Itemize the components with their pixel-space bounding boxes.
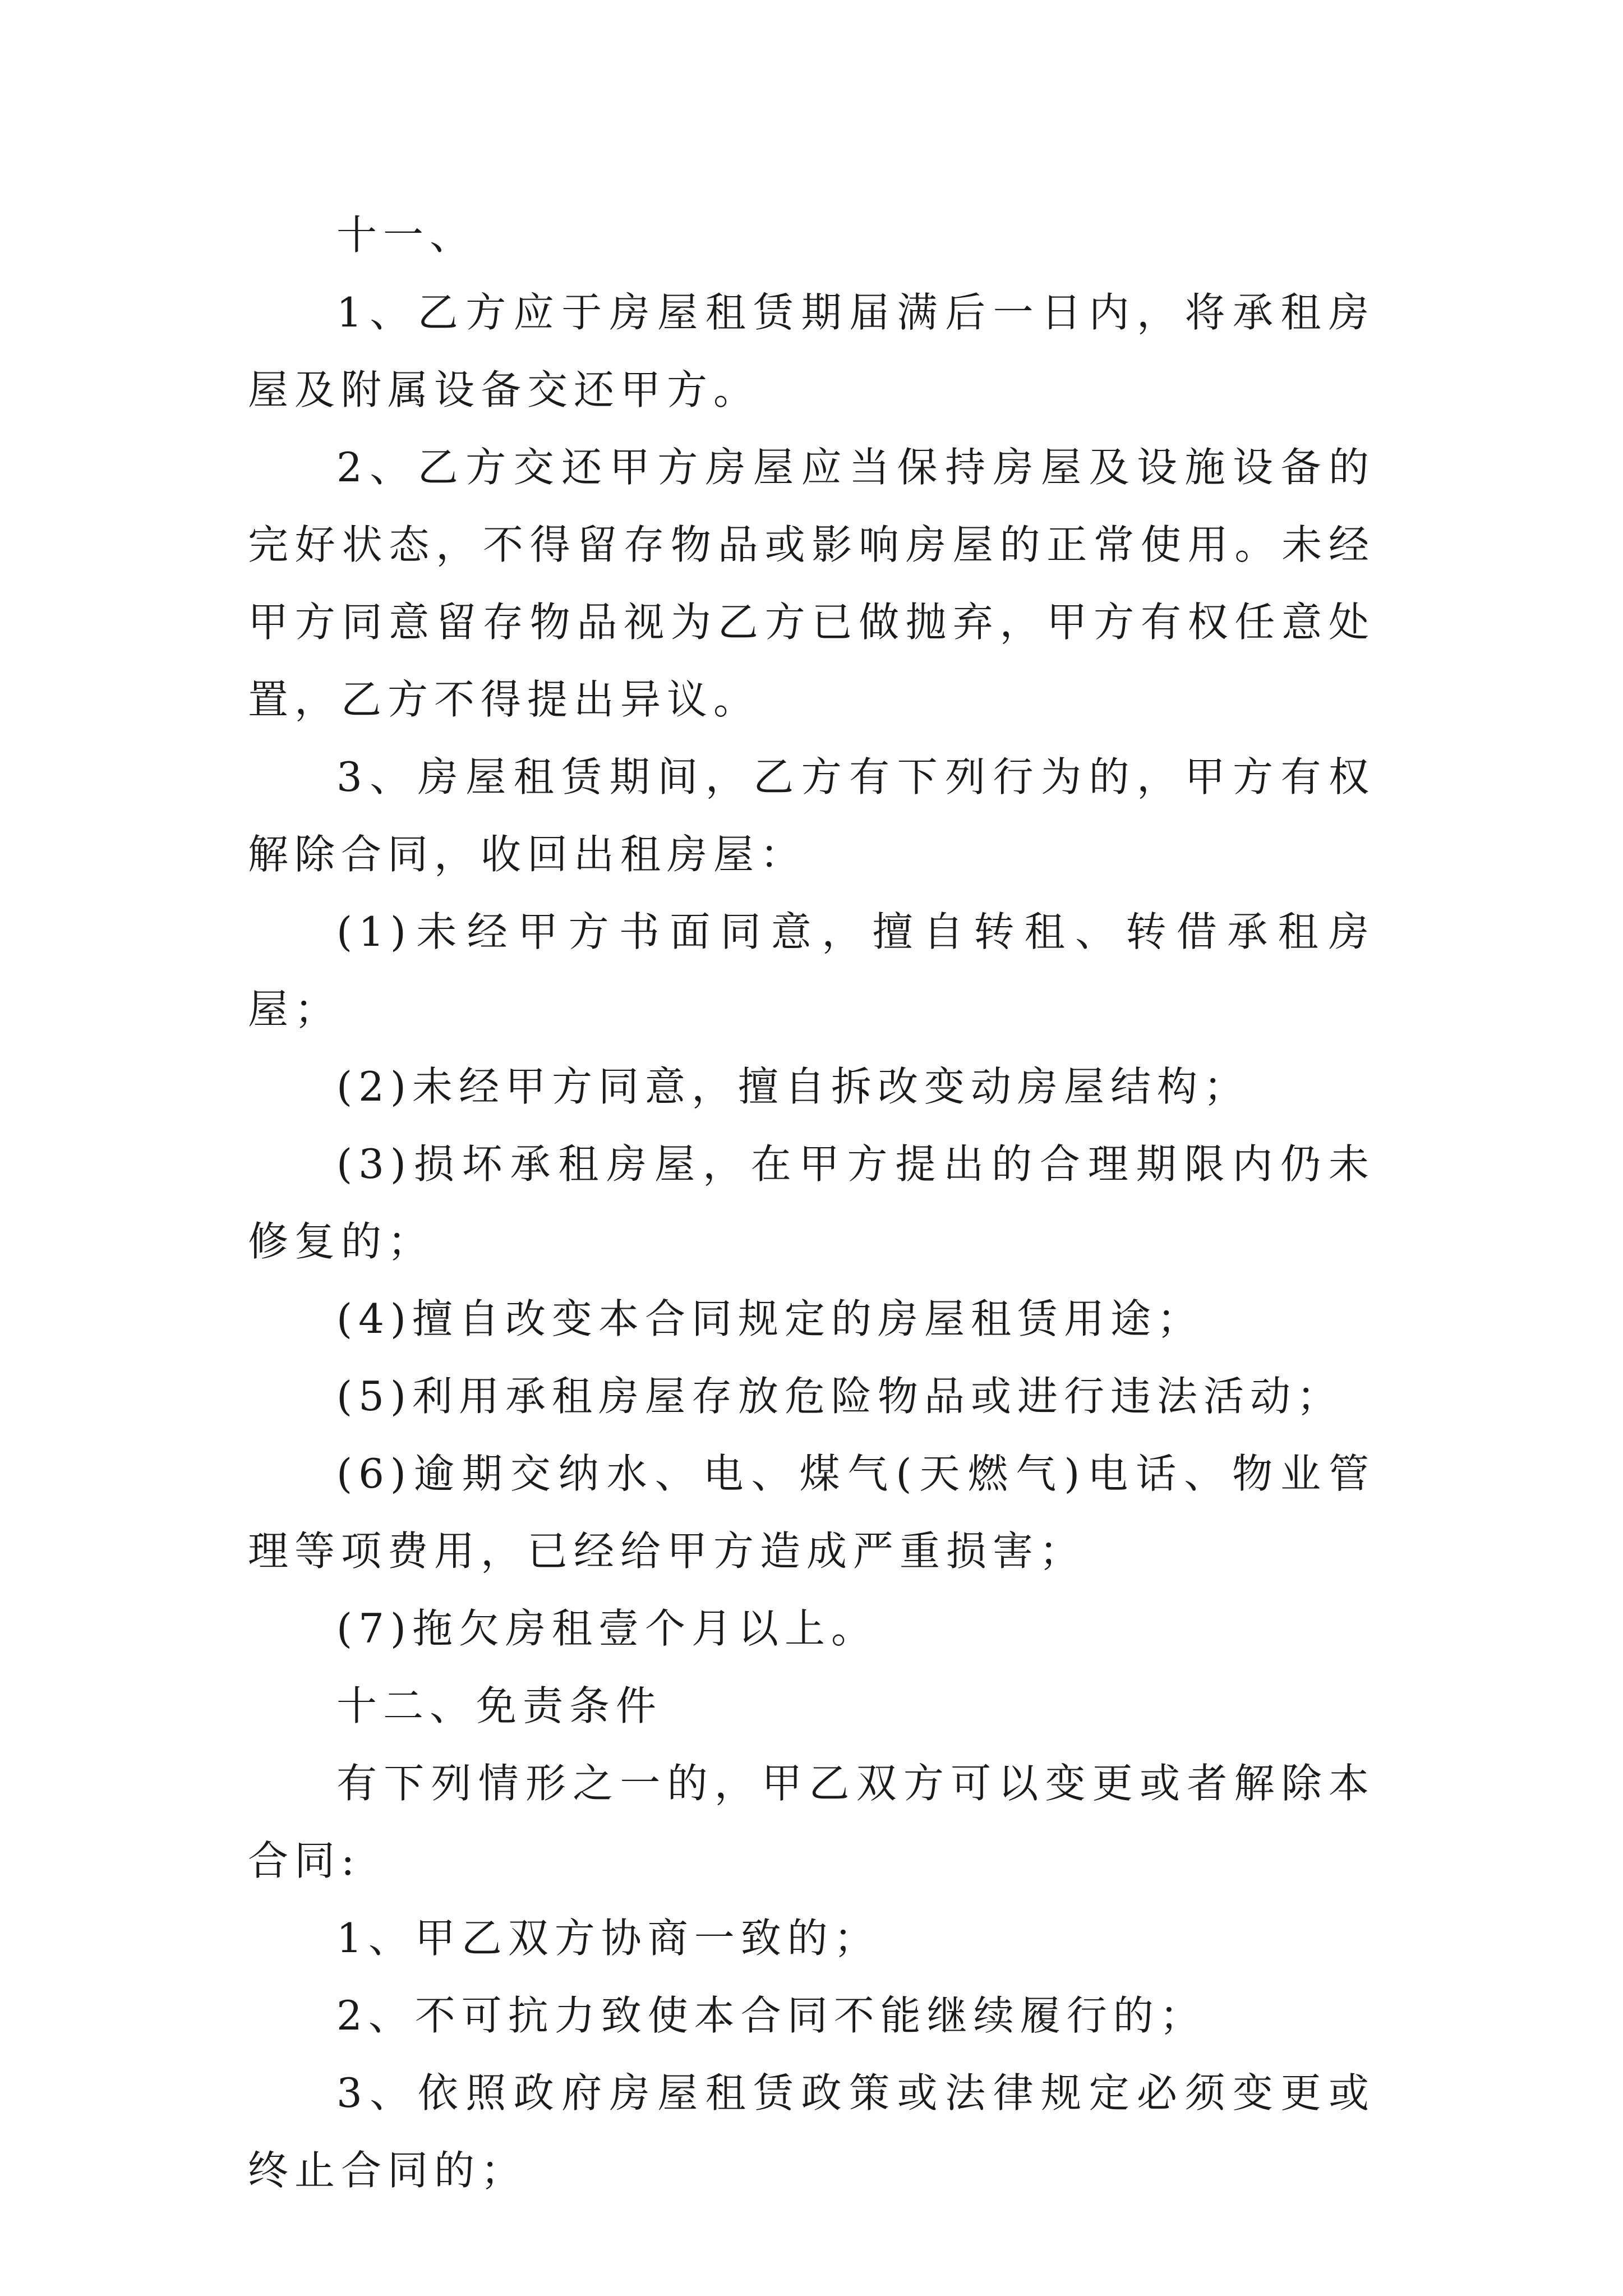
section-heading: 十二、免责条件 [336,1682,663,1729]
list-item: (1)未经甲方书面同意，擅自转租、转借承租房屋； [248,908,1375,1033]
list-item: (4)擅自改变本合同规定的房屋租赁用途； [336,1295,1204,1342]
section-heading: 十一、 [336,211,477,259]
list-item: (5)利用承租房屋存放危险物品或进行违法活动； [336,1373,1343,1420]
list-item: (6)逾期交纳水、电、煤气(天燃气)电话、物业管理等项费用，已经给甲方造成严重损害； [248,1450,1375,1575]
clause-paragraph: 1、乙方应于房屋租赁期届满后一日内，将承租房屋及附属设备交还甲方。 [248,289,1375,413]
document-body [248,196,1375,2209]
list-item: (2)未经甲方同意，擅自拆改变动房屋结构； [336,1063,1250,1110]
clause-paragraph: 有下列情形之一的，甲乙双方可以变更或者解除本合同: [248,1760,1375,1884]
clause-paragraph: 2、乙方交还甲方房屋应当保持房屋及设施设备的完好状态，不得留存物品或影响房屋的正常使用。未经甲方同意留存物品视为乙方已做抛弃，甲方有权任意处置，乙方不得提出异议。 [248,444,1375,723]
clause-paragraph: 3、房屋租赁期间，乙方有下列行为的，甲方有权解除合同，收回出租房屋： [248,753,1375,878]
list-item: (3)损坏承租房屋，在甲方提出的合理期限内仍未修复的； [248,1140,1375,1265]
list-item: (7)拖欠房租壹个月以上。 [336,1605,878,1652]
list-item: 1、甲乙双方协商一致的； [336,1915,880,1962]
list-item: 3、依照政府房屋租赁政策或法律规定必须变更或终止合同的； [248,2069,1375,2194]
list-item: 2、不可抗力致使本合同不能继续履行的； [336,1992,1206,2039]
